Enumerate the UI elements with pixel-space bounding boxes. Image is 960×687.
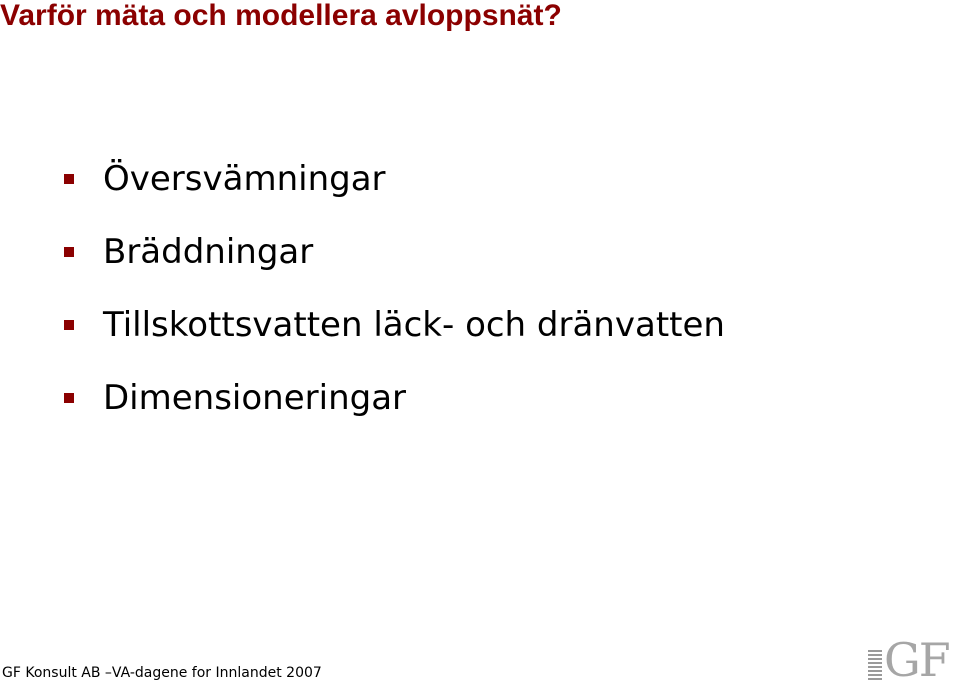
bullet-text: Tillskottsvatten läck- och dränvatten: [103, 304, 725, 345]
footer-text: GF Konsult AB –VA-dagene for Innlandet 2007: [2, 665, 322, 681]
bullet-item: [64, 288, 725, 361]
bullet-item: [64, 142, 725, 215]
square-bullet-icon: [64, 320, 74, 330]
logo-letters: GF: [884, 633, 949, 687]
square-bullet-icon: [64, 393, 74, 403]
bullet-list: [64, 142, 725, 434]
bullet-text: Översvämningar: [103, 158, 386, 199]
slide-title: Varför mäta och modellera avloppsnät?: [0, 0, 562, 32]
gf-logo: [868, 633, 960, 687]
bullet-item: [64, 215, 725, 288]
bullet-text: Dimensioneringar: [103, 377, 407, 418]
bullet-text: Bräddningar: [103, 231, 314, 272]
square-bullet-icon: [64, 174, 74, 184]
square-bullet-icon: [64, 247, 74, 257]
logo-stripes: [868, 650, 882, 680]
bullet-item: [64, 361, 725, 434]
